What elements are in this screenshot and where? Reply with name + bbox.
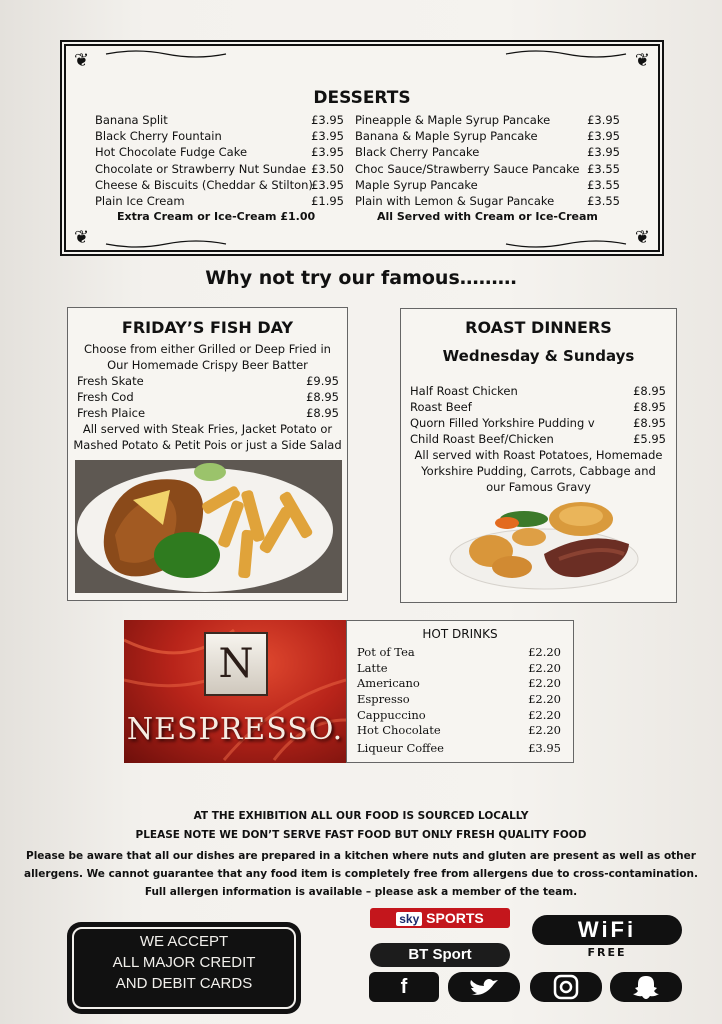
roast-item-name: Half Roast Chicken <box>410 384 518 398</box>
tagline: Why not try our famous……… <box>205 267 517 289</box>
roast-item-price: £8.95 <box>633 400 666 414</box>
twitter-icon <box>448 972 520 1002</box>
wifi-label: WiFi <box>577 917 637 942</box>
allergen-notice-line: allergens. We cannot guarantee that any food item is completely free from allergens due to cross-contamination. <box>24 868 698 880</box>
hot-drinks-panel <box>346 620 574 763</box>
fresh-food-notice: PLEASE NOTE WE DON’T SERVE FAST FOOD BUT ONLY FRESH QUALITY FOOD <box>135 829 587 841</box>
dessert-item-price: £3.95 <box>311 145 344 159</box>
drink-item-name: Liqueur Coffee <box>357 741 444 755</box>
top-scroll-ornament <box>96 48 636 58</box>
flourish-ornament-icon: ❦ <box>74 50 90 71</box>
flourish-ornament-icon: ❦ <box>74 227 90 248</box>
roast-item-price: £5.95 <box>633 432 666 446</box>
dessert-item-price: £3.55 <box>587 194 620 208</box>
fish-day-panel <box>67 307 348 601</box>
nespresso-logo-letter: N <box>218 641 254 687</box>
dessert-item-price: £3.55 <box>587 178 620 192</box>
sky-sports-logo <box>370 908 510 928</box>
dessert-item-name: Pineapple & Maple Syrup Pancake <box>355 113 551 127</box>
drink-item-price: £2.20 <box>528 645 561 659</box>
drink-item-name: Americano <box>357 676 420 690</box>
fish-day-title: FRIDAY’S FISH DAY <box>121 318 294 337</box>
drink-item-price: £2.20 <box>528 692 561 706</box>
dessert-item-name: Maple Syrup Pancake <box>355 178 478 192</box>
roast-dinners-days: Wednesday & Sundays <box>442 347 635 365</box>
roast-dinners-title: ROAST DINNERS <box>465 318 612 337</box>
dessert-item-price: £1.95 <box>311 194 344 208</box>
fish-item-name: Fresh Cod <box>77 390 134 404</box>
dessert-item-price: £3.50 <box>311 162 344 176</box>
fish-footer-line: Mashed Potato & Petit Pois or just a Side Salad <box>73 438 342 452</box>
drink-item-name: Latte <box>357 661 388 675</box>
dessert-item-price: £3.55 <box>587 162 620 176</box>
wifi-free-label: FREE <box>587 946 627 959</box>
dessert-item-name: Cheese & Biscuits (Cheddar & Stilton) <box>95 178 313 192</box>
drink-item-name: Espresso <box>357 692 410 706</box>
dessert-item-name: Banana & Maple Syrup Pancake <box>355 129 538 143</box>
roast-footer-line: Yorkshire Pudding, Carrots, Cabbage and <box>421 464 656 478</box>
fish-and-chips-photo <box>75 460 342 593</box>
fish-item-price: £9.95 <box>306 374 339 388</box>
snapchat-icon <box>610 972 682 1002</box>
fish-item-price: £8.95 <box>306 390 339 404</box>
dessert-item-price: £3.95 <box>311 129 344 143</box>
dessert-item-price: £3.95 <box>587 113 620 127</box>
fish-item-name: Fresh Skate <box>77 374 144 388</box>
roast-footer-line: All served with Roast Potatoes, Homemade <box>414 448 663 462</box>
cards-line: WE ACCEPT <box>139 933 229 950</box>
fish-intro-line: Our Homemade Crispy Beer Batter <box>107 358 308 372</box>
dessert-item-name: Black Cherry Pancake <box>355 145 480 159</box>
desserts-title: DESSERTS <box>313 88 411 108</box>
dessert-item-price: £3.95 <box>587 145 620 159</box>
dessert-item-price: £3.95 <box>311 178 344 192</box>
instagram-icon <box>530 972 602 1002</box>
desserts-panel <box>60 40 664 256</box>
drink-item-price: £2.20 <box>528 676 561 690</box>
dessert-item-name: Plain Ice Cream <box>95 194 185 208</box>
dessert-item-name: Plain with Lemon & Sugar Pancake <box>355 194 555 208</box>
nespresso-banner <box>124 620 346 763</box>
nespresso-wordmark: NESPRESSO. <box>126 712 344 747</box>
dessert-item-name: Black Cherry Fountain <box>95 129 222 143</box>
dessert-item-name: Choc Sauce/Strawberry Sauce Pancake <box>355 162 580 176</box>
roast-item-name: Child Roast Beef/Chicken <box>410 432 554 446</box>
sky-logo-word: SPORTS <box>426 910 484 926</box>
facebook-icon: f <box>369 972 439 1002</box>
flourish-ornament-icon: ❦ <box>634 227 650 248</box>
drink-item-name: Cappuccino <box>357 708 426 722</box>
fish-item-price: £8.95 <box>306 406 339 420</box>
nespresso-logo-icon <box>204 632 268 696</box>
roast-item-price: £8.95 <box>633 384 666 398</box>
drink-item-price: £2.20 <box>528 661 561 675</box>
roast-dinners-panel <box>400 308 677 603</box>
sky-logo-prefix: sky <box>396 912 422 926</box>
hot-drinks-title: HOT DRINKS <box>422 627 498 641</box>
drink-item-name: Hot Chocolate <box>357 723 441 737</box>
cards-line: AND DEBIT CARDS <box>115 975 253 992</box>
dessert-item-price: £3.95 <box>311 113 344 127</box>
cards-accepted-text <box>67 931 301 994</box>
bt-sport-logo <box>370 943 510 967</box>
roast-footer-line: our Famous Gravy <box>486 480 591 494</box>
dessert-item-price: £3.95 <box>587 129 620 143</box>
fish-intro-line: Choose from either Grilled or Deep Fried in <box>84 342 331 356</box>
cards-accepted-badge <box>67 922 301 1014</box>
dessert-item-name: Hot Chocolate Fudge Cake <box>95 145 248 159</box>
fish-footer-line: All served with Steak Fries, Jacket Potato or <box>82 422 333 436</box>
roast-item-name: Roast Beef <box>410 400 472 414</box>
desserts-extra-note: Extra Cream or Ice-Cream £1.00 <box>117 210 316 223</box>
drink-item-price: £3.95 <box>528 741 561 755</box>
flourish-ornament-icon: ❦ <box>634 50 650 71</box>
drink-item-price: £2.20 <box>528 708 561 722</box>
bt-sport-label: BT Sport <box>408 946 472 963</box>
desserts-served-note: All Served with Cream or Ice-Cream <box>377 210 598 223</box>
allergen-notice-line: Please be aware that all our dishes are prepared in a kitchen where nuts and gluten are present as well as other <box>26 850 696 862</box>
local-sourcing-notice: AT THE EXHIBITION ALL OUR FOOD IS SOURCED LOCALLY <box>193 810 529 822</box>
bottom-scroll-ornament <box>96 240 636 250</box>
allergen-info-notice: Full allergen information is available – please ask a member of the team. <box>144 886 578 898</box>
roast-item-name: Quorn Filled Yorkshire Pudding v <box>410 416 595 430</box>
roast-dinner-photo <box>449 499 639 591</box>
dessert-item-name: Banana Split <box>95 113 168 127</box>
cards-line: ALL MAJOR CREDIT <box>112 954 256 971</box>
fish-item-name: Fresh Plaice <box>77 406 146 420</box>
drink-item-price: £2.20 <box>528 723 561 737</box>
roast-item-price: £8.95 <box>633 416 666 430</box>
wifi-logo <box>532 915 682 945</box>
drink-item-name: Pot of Tea <box>357 645 415 659</box>
dessert-item-name: Chocolate or Strawberry Nut Sundae <box>95 162 307 176</box>
